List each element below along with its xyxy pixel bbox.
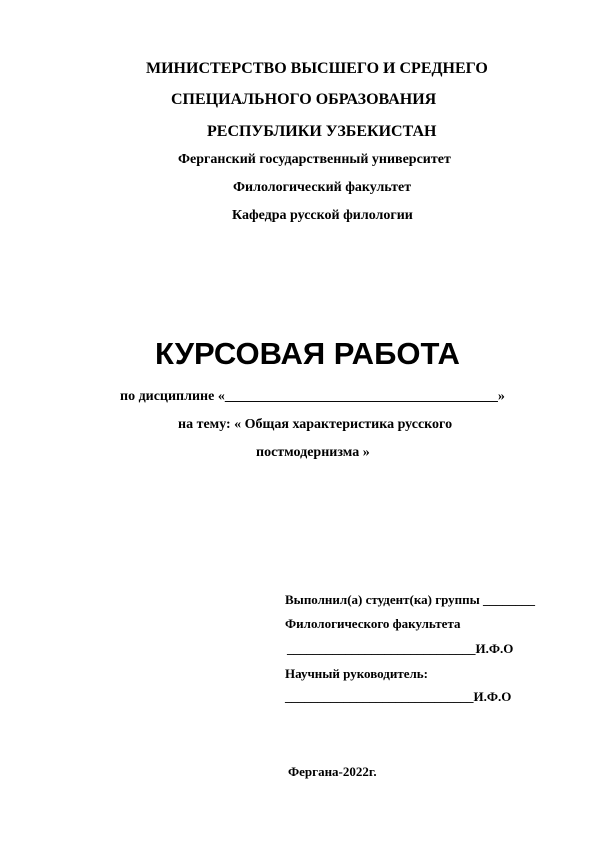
topic-line-2: постмодернизма » — [256, 445, 370, 460]
department-name: Кафедра русской филологии — [232, 208, 413, 223]
student-name-line: _____________________________И.Ф.О — [287, 641, 514, 656]
city-year: Фергана-2022г. — [288, 764, 377, 779]
performed-by-line: Выполнил(а) студент(ка) группы ________ — [285, 592, 536, 607]
supervisor-name-line: _____________________________И.Ф.О — [285, 689, 512, 704]
topic-line-1: на тему: « Общая характеристика русского — [178, 417, 453, 432]
university-name: Ферганский государственный университет — [178, 152, 451, 167]
ministry-line-1: МИНИСТЕРСТВО ВЫСШЕГО И СРЕДНЕГО — [146, 60, 488, 77]
supervisor-label: Научный руководитель: — [285, 666, 428, 681]
discipline-line: по дисциплине «_______________________________________» — [120, 389, 505, 404]
ministry-line-2: СПЕЦИАЛЬНОГО ОБРАЗОВАНИЯ — [171, 91, 437, 108]
document-title: КУРСОВАЯ РАБОТА — [155, 336, 460, 371]
faculty-name: Филологический факультет — [233, 180, 412, 195]
author-faculty-line: Филологического факультета — [285, 616, 461, 631]
ministry-line-3: РЕСПУБЛИКИ УЗБЕКИСТАН — [207, 123, 437, 140]
